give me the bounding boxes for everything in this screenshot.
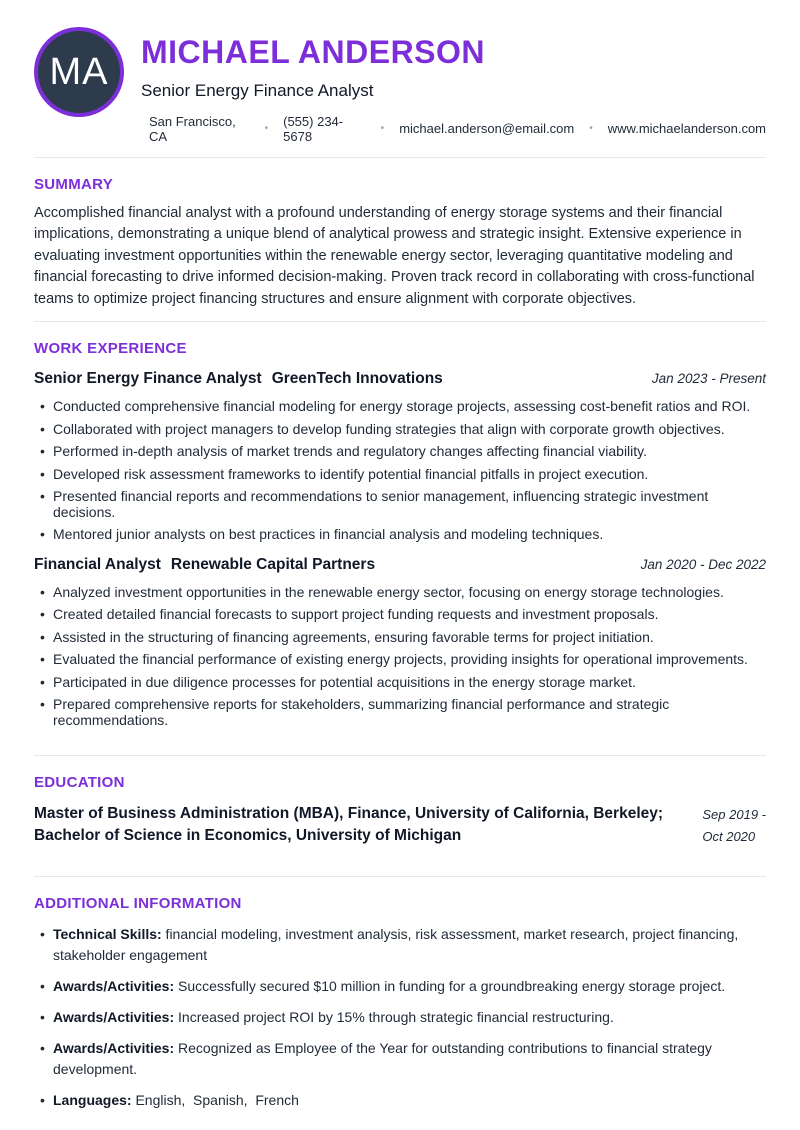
job-dates: Jan 2020 - Dec 2022	[640, 556, 766, 572]
divider	[34, 755, 766, 756]
divider	[34, 157, 766, 158]
additional-info-section	[34, 895, 766, 1111]
contact-line	[141, 114, 766, 144]
item-text: Increased project ROI by 15% through strategic financial restructuring.	[174, 1009, 614, 1026]
contact-location: San Francisco, CA	[149, 113, 236, 144]
job-bullet-list	[34, 399, 766, 543]
person-job-title: Senior Energy Finance Analyst	[141, 80, 374, 100]
job-title: Senior Energy Finance Analyst	[34, 370, 262, 388]
summary-section	[34, 176, 766, 311]
job-bullet: • Performed in-depth analysis of market trends and regulatory changes affecting financial viability.	[34, 444, 766, 460]
summary-text: Accomplished financial analyst with a profound understanding of energy storage systems and their financial implications, demonstrating a unique blend of analytical prowess and strategic insight. Extensive experience in evaluating investment opportunities within the renewable energy sector, leveraging quantitative modeling and financial forecasting to drive informed decision-making. Proven track record in collaborating with cross-functional teams to optimize project financing structures and ensure alignment with corporate objectives.	[34, 204, 755, 307]
job-bullet: • Presented financial reports and recommendations to senior management, influencing strategic investment decisions.	[34, 489, 766, 520]
bullet-separator-icon: •	[589, 123, 593, 135]
work-experience-section	[34, 340, 766, 728]
additional-info-item	[34, 1038, 766, 1080]
item-label: Awards/Activities:	[53, 978, 175, 995]
job-bullet-list	[34, 585, 766, 729]
job-company: Renewable Capital Partners	[170, 555, 376, 573]
item-label: Awards/Activities:	[53, 1040, 175, 1057]
job-bullet: • Participated in due diligence processes for potential acquisitions in the energy storage market.	[34, 675, 766, 691]
education-date-line: Sep 2019 -	[702, 807, 766, 823]
item-text: financial modeling, investment analysis, risk assessment, market research, project financing, stakeholder engagement	[53, 926, 743, 964]
job-bullet: • Evaluated the financial performance of existing energy projects, providing insights for operational improvements.	[34, 652, 766, 668]
bullet-separator-icon: •	[264, 123, 269, 135]
job-header	[34, 370, 766, 388]
job-title-line	[34, 556, 375, 574]
additional-info-item	[34, 924, 766, 966]
contact-email: michael.anderson@email.com	[399, 121, 575, 137]
job-bullet: • Conducted comprehensive financial modeling for energy storage projects, assessing cost-benefit ratios and ROI.	[34, 399, 766, 415]
item-label: Awards/Activities:	[53, 1009, 175, 1026]
additional-info-list	[34, 924, 766, 1111]
person-name: MICHAEL ANDERSON	[141, 34, 486, 70]
education-entry	[34, 803, 766, 848]
divider	[34, 321, 766, 322]
job-company: GreenTech Innovations	[271, 370, 443, 388]
job-bullet: • Assisted in the structuring of financing agreements, ensuring favorable terms for project initiation.	[34, 630, 766, 646]
job-bullet: • Collaborated with project managers to develop funding strategies that align with corporate growth objectives.	[34, 422, 766, 438]
education-date-line: Oct 2020	[702, 829, 756, 845]
job-bullet: • Prepared comprehensive reports for stakeholders, summarizing financial performance and strategic recommendations.	[34, 697, 766, 728]
additional-info-heading: ADDITIONAL INFORMATION	[34, 895, 242, 913]
additional-info-item	[34, 1090, 766, 1111]
bullet-separator-icon: •	[380, 123, 385, 135]
job-entry	[34, 556, 766, 729]
education-degree: Master of Business Administration (MBA), Finance, University of California, Berkeley; Bachelor of Science in Economics, University of Michigan	[34, 805, 664, 845]
avatar	[34, 27, 124, 117]
avatar-initials: MA	[49, 50, 109, 93]
education-dates	[702, 803, 766, 848]
job-header	[34, 556, 766, 574]
job-bullet: • Developed risk assessment frameworks to identify potential financial pitfalls in project execution.	[34, 467, 766, 483]
education-heading: EDUCATION	[34, 774, 125, 792]
resume-header	[34, 27, 766, 144]
contact-phone: (555) 234-5678	[283, 113, 344, 144]
contact-website: www.michaelanderson.com	[607, 121, 766, 137]
job-bullet: • Mentored junior analysts on best practices in financial analysis and modeling techniques.	[34, 527, 766, 543]
summary-heading: SUMMARY	[34, 175, 114, 193]
divider	[34, 876, 766, 877]
item-text: Recognized as Employee of the Year for outstanding contributions to financial strategy development.	[53, 1040, 716, 1078]
job-title-line	[34, 370, 443, 388]
job-dates: Jan 2023 - Present	[651, 371, 766, 387]
additional-info-item	[34, 976, 766, 997]
item-label: Languages:	[53, 1092, 132, 1109]
item-label: Technical Skills:	[53, 926, 162, 943]
job-entry	[34, 370, 766, 543]
job-title: Financial Analyst	[34, 555, 161, 573]
header-text	[141, 27, 766, 144]
education-section	[34, 774, 766, 848]
work-experience-heading: WORK EXPERIENCE	[34, 340, 187, 358]
job-bullet: • Created detailed financial forecasts to support project funding requests and investment proposals.	[34, 607, 766, 623]
item-text: English, Spanish, French	[131, 1092, 299, 1109]
item-text: Successfully secured $10 million in funding for a groundbreaking energy storage project.	[174, 978, 726, 995]
job-bullet: • Analyzed investment opportunities in the renewable energy sector, focusing on energy storage technologies.	[34, 585, 766, 601]
additional-info-item	[34, 1007, 766, 1028]
